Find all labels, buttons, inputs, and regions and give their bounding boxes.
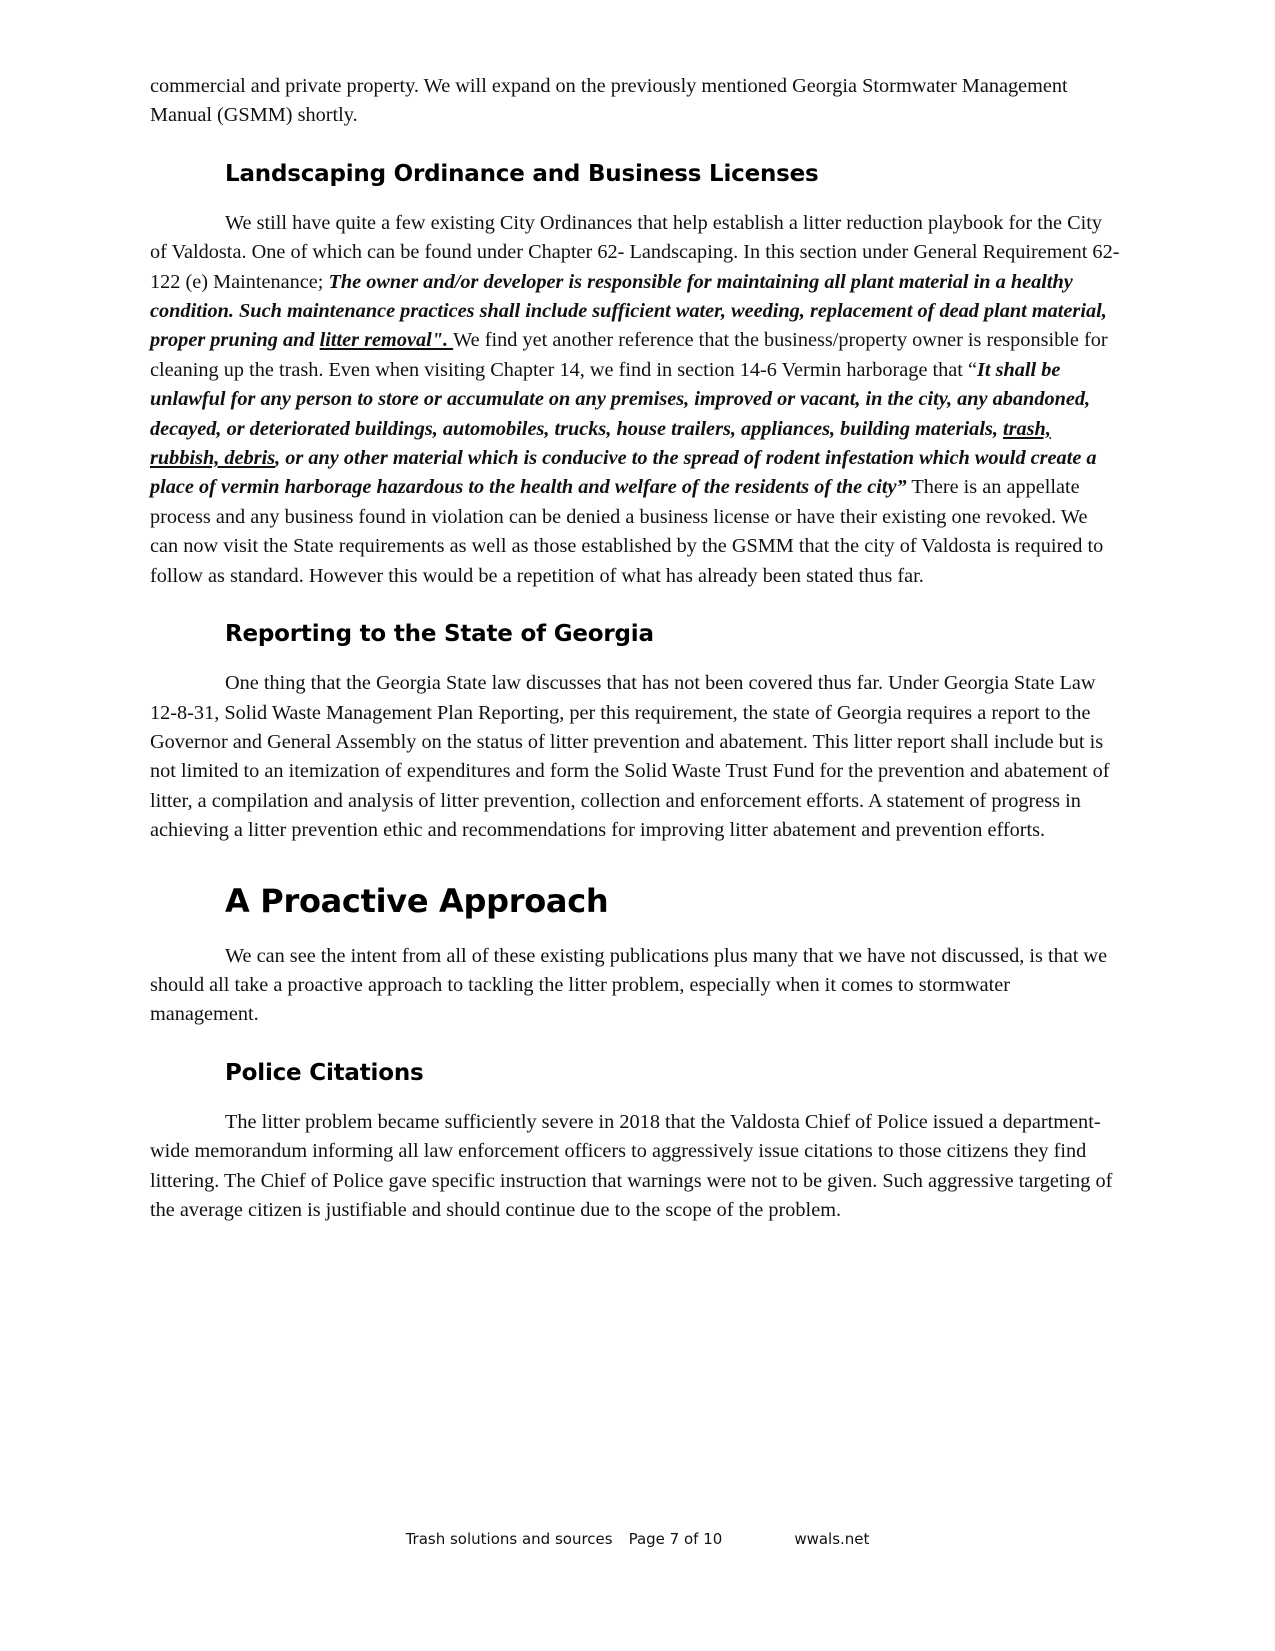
footer-page-number: Page 7 of 10 (628, 1530, 723, 1548)
footer-site: wwals.net (794, 1530, 870, 1548)
heading-police-citations: Police Citations (225, 1059, 424, 1086)
reporting-paragraph: One thing that the Georgia State law discusses that has not been covered thus far. Under Georgia State Law 12-8-31, Solid Waste Management Plan Reporting, per this requirement, the state of Georgia requires a report to the Governor and General Assembly on the status of litter prevention and abatement. This litter report shall include but is not limited to an itemization of expenditures and form the Solid Waste Trust Fund for the prevention and abatement of litter, a compilation and analysis of litter prevention, collection and enforcement efforts. A statement of progress in achieving a litter prevention ethic and recommendations for improving litter abatement and prevention efforts. (150, 672, 1110, 842)
landscaping-paragraph (150, 209, 1120, 591)
vermin-quote: It shall be unlawful for any person to store or accumulate on any premises, improved or vacant, in the city, any abandoned, decayed, or deteriorated buildings, automobiles, trucks, house trailers, appliances, building materials, (150, 358, 1091, 440)
landscaping-text-1: We still have quite a few existing City Ordinances that help establish a litter reduction playbook for the City of Valdosta. One of which can be found under Chapter 62- Landscaping. In this section under General Requirement 62-122 (e) Maintenance; (150, 211, 1120, 293)
landscaping-quote-1: The owner and/or developer is responsible for maintaining all plant material in a healthy condition. Such maintenance practices shall include sufficient water, weeding, replacement of dead plant material, proper pruning and (150, 270, 1107, 352)
proactive-paragraph: We can see the intent from all of these existing publications plus many that we have not discussed, is that we should all take a proactive approach to tackling the litter problem, especially when it comes to stormwater management. (150, 944, 1108, 1026)
heading-proactive-approach: A Proactive Approach (225, 881, 609, 920)
landscaping-text-3: There is an appellate process and any business found in violation can be denied a business license or have their existing one revoked. We can now visit the State requirements as well as those established by the GSMM that the city of Valdosta is required to follow as standard. However this would be a repetition of what has already been stated thus far. (150, 476, 1104, 587)
police-paragraph: The litter problem became sufficiently severe in 2018 that the Valdosta Chief of Police issued a department-wide memorandum informing all law enforcement officers to aggressively issue citations to those citizens they find littering. The Chief of Police gave specific instruction that warnings were not to be given. Such aggressive targeting of the average citizen is justifiable and should continue due to the scope of the problem. (150, 1110, 1113, 1221)
page-content (150, 72, 1120, 1225)
landscaping-text-2: We find yet another reference that the business/property owner is responsible for cleaning up the trash. Even when visiting Chapter 14, we find in section 14-6 Vermin harborage that “ (150, 329, 1108, 381)
vermin-quote-end: , or any other material which is conducive to the spread of rodent infestation which would create a place of vermin harborage hazardous to the health and welfare of the residents of the city” (150, 447, 1097, 499)
footer-title: Trash solutions and sources (405, 1530, 613, 1548)
intro-paragraph: commercial and private property. We will expand on the previously mentioned Georgia Stormwater Management Manual (GSMM) shortly. (150, 75, 1068, 127)
heading-reporting-state: Reporting to the State of Georgia (225, 621, 654, 648)
heading-landscaping-ordinance: Landscaping Ordinance and Business Licenses (225, 160, 819, 187)
vermin-quote-underlined: trash, rubbish, debris (150, 417, 1051, 470)
landscaping-quote-1-underlined: litter removal". (319, 329, 454, 352)
page-footer (0, 1530, 1275, 1548)
